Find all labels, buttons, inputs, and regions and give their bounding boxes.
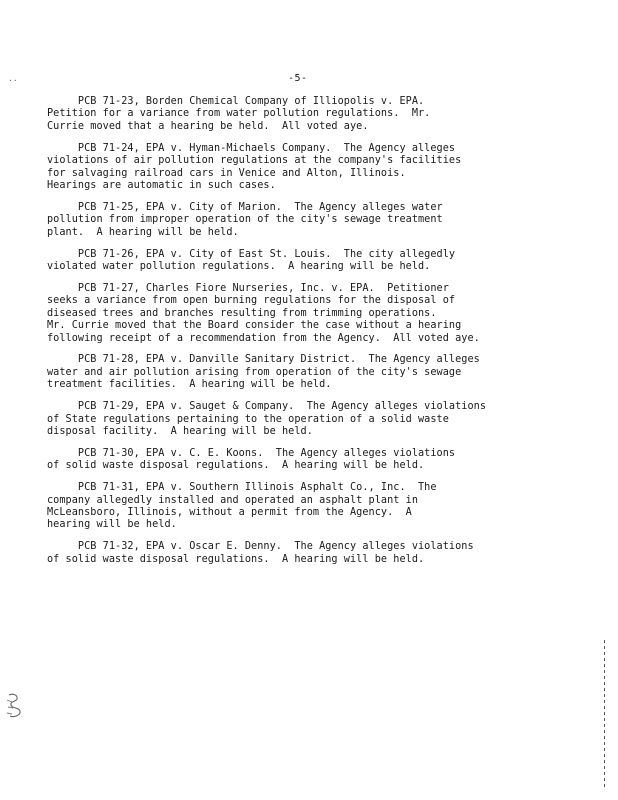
paragraph-line: hearing will be held.	[47, 519, 177, 531]
paragraph	[47, 249, 567, 274]
paragraph-line: PCB 71-23, Borden Chemical Company of Illiopolis v. EPA.	[47, 96, 425, 107]
paragraph-line: for salvaging railroad cars in Venice and Alton, Illinois.	[47, 167, 406, 179]
paragraph	[47, 541, 567, 566]
paragraph-line: Petition for a variance from water pollution regulations. Mr.	[47, 108, 431, 120]
paragraph-line: McLeansboro, Illinois, without a permit from the Agency. A	[47, 506, 412, 518]
paragraph-line: of solid waste disposal regulations. A hearing will be held.	[47, 460, 425, 472]
paragraph	[47, 96, 567, 133]
paragraph-line: PCB 71-30, EPA v. C. E. Koons. The Agency alleges violations	[47, 447, 456, 459]
paragraph-line: Currie moved that a hearing be held. All voted aye.	[47, 120, 369, 132]
scan-edge-line	[604, 640, 605, 790]
body-text	[47, 96, 567, 576]
paragraph-line: plant. A hearing will be held.	[47, 226, 239, 238]
paragraph-line: violations of air pollution regulations at the company's facilities	[47, 155, 462, 167]
paragraph-line: treatment facilities. A hearing will be held.	[47, 379, 332, 391]
paragraph-line: PCB 71-26, EPA v. City of East St. Louis. The city allegedly	[47, 248, 456, 260]
paragraph-line: water and air pollution arising from operation of the city's sewage	[47, 366, 462, 378]
paragraph-line: violated water pollution regulations. A hearing will be held.	[47, 260, 431, 272]
paragraph	[47, 202, 567, 239]
corner-mark: ..	[8, 74, 18, 83]
paragraph-line: PCB 71-27, Charles Fiore Nurseries, Inc. v. EPA. Petitioner	[47, 282, 449, 294]
paragraph-line: Mr. Currie moved that the Board consider the case without a hearing	[47, 320, 462, 332]
paragraph	[47, 401, 567, 438]
paragraph-line: PCB 71-24, EPA v. Hyman-Michaels Company. The Agency alleges	[47, 142, 456, 154]
paragraph-line: disposal facility. A hearing will be held.	[47, 425, 313, 437]
paragraph	[47, 354, 567, 391]
paragraph	[47, 482, 567, 532]
paragraph-line: following receipt of a recommendation from the Agency. All voted aye.	[47, 332, 480, 344]
paragraph-line: of State regulations pertaining to the operation of a solid waste	[47, 413, 449, 425]
paragraph-line: seeks a variance from open burning regulations for the disposal of	[47, 295, 456, 307]
paragraph-line: diseased trees and branches resulting from trimming operations.	[47, 307, 437, 319]
stamp-mark	[4, 692, 26, 720]
paragraph	[47, 143, 567, 193]
paragraph-line: PCB 71-32, EPA v. Oscar E. Denny. The Agency alleges violations	[47, 541, 474, 553]
paragraph	[47, 448, 567, 473]
paragraph-line: PCB 71-28, EPA v. Danville Sanitary District. The Agency alleges	[47, 354, 480, 366]
paragraph-line: PCB 71-25, EPA v. City of Marion. The Agency alleges water	[47, 201, 443, 213]
paragraph-line: company allegedly installed and operated an asphalt plant in	[47, 494, 419, 506]
paragraph-line: of solid waste disposal regulations. A hearing will be held.	[47, 553, 425, 565]
paragraph-line: PCB 71-31, EPA v. Southern Illinois Asphalt Co., Inc. The	[47, 482, 437, 494]
paragraph-line: pollution from improper operation of the city's sewage treatment	[47, 214, 443, 226]
paragraph-line: PCB 71-29, EPA v. Sauget & Company. The Agency alleges violations	[47, 401, 487, 413]
paragraph-line: Hearings are automatic in such cases.	[47, 179, 276, 191]
paragraph	[47, 283, 567, 345]
page-number: -5-	[288, 73, 308, 84]
